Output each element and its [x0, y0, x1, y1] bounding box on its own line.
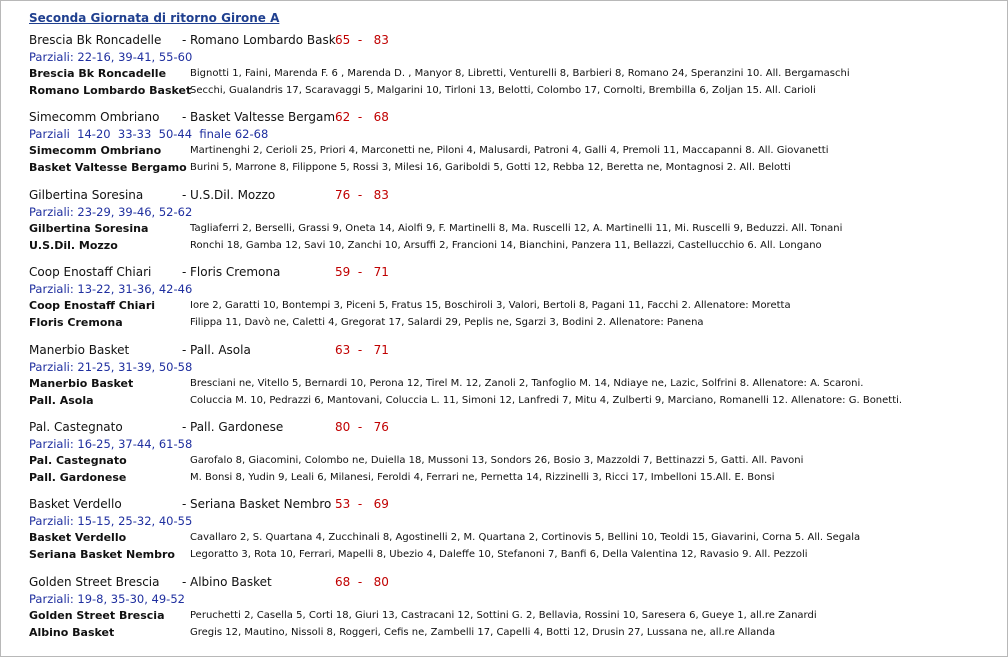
match-separator: -	[182, 497, 187, 511]
away-team: U.S.Dil. Mozzo	[190, 188, 276, 202]
team-players: Cavallaro 2, S. Quartana 4, Zucchinali 8, Agostinelli 2, M. Quartana 2, Cortinovis 5, Bellini 10, Teoldi 15, Giavarini, Corna 5. All. Segala	[190, 532, 861, 543]
home-team: Gilbertina Soresina	[29, 188, 144, 202]
match-separator: -	[182, 33, 187, 47]
team-name: Basket Valtesse Bergamo	[29, 161, 187, 174]
final-score: 59 - 71	[335, 265, 389, 279]
home-team: Manerbio Basket	[29, 343, 130, 357]
away-team: Pall. Gardonese	[190, 420, 284, 434]
partial-scores: Parziali: 22-16, 39-41, 55-60	[29, 50, 193, 64]
away-team: Albino Basket	[190, 575, 272, 589]
team-name: Simecomm Ombriano	[29, 144, 162, 157]
match-separator: -	[182, 420, 187, 434]
home-team: Pal. Castegnato	[29, 420, 123, 434]
match-separator: -	[182, 188, 187, 202]
game-block	[0, 420, 1000, 494]
final-score: 65 - 83	[335, 33, 389, 47]
match-separator: -	[182, 343, 187, 357]
game-block	[0, 575, 1000, 649]
home-team: Brescia Bk Roncadelle	[29, 33, 162, 47]
away-team: Seriana Basket Nembro	[190, 497, 332, 511]
team-players: Bresciani ne, Vitello 5, Bernardi 10, Perona 12, Tirel M. 12, Zanoli 2, Tanfoglio M. 14, Ndiaye ne, Lazic, Solfrini 8. Allenatore: A. Scaroni.	[190, 378, 864, 389]
final-score: 53 - 69	[335, 497, 389, 511]
away-team: Pall. Asola	[190, 343, 251, 357]
away-team: Floris Cremona	[190, 265, 281, 279]
away-team: Basket Valtesse Bergam	[190, 110, 336, 124]
team-players: Filippa 11, Davò ne, Caletti 4, Gregorat 17, Salardi 29, Peplis ne, Sgarzi 3, Bodini 2. Allenatore: Panena	[190, 317, 704, 328]
home-team: Golden Street Brescia	[29, 575, 160, 589]
home-team: Basket Verdello	[29, 497, 122, 511]
partial-scores: Parziali: 21-25, 31-39, 50-58	[29, 360, 193, 374]
team-players: Ronchi 18, Gamba 12, Savi 10, Zanchi 10, Arsuffi 2, Francioni 14, Bianchini, Panzera 11, Bellazzi, Castellucchio 6. All. Longano	[190, 240, 822, 251]
team-players: Martinenghi 2, Cerioli 25, Priori 4, Marconetti ne, Piloni 4, Malusardi, Patroni 4, Galli 4, Premoli 11, Maccapanni 8. All. Giovanetti	[190, 145, 829, 156]
team-players: Secchi, Gualandris 17, Scaravaggi 5, Malgarini 10, Tirloni 13, Belotti, Colombo 17, Cornolti, Brembilla 6, Zoljan 15. All. Carioli	[190, 85, 816, 96]
match-separator: -	[182, 110, 187, 124]
game-block	[0, 188, 1000, 262]
partial-scores: Parziali: 13-22, 31-36, 42-46	[29, 282, 193, 296]
final-score: 68 - 80	[335, 575, 389, 589]
team-name: Pall. Gardonese	[29, 471, 127, 484]
team-players: Bignotti 1, Faini, Marenda F. 6 , Marenda D. , Manyor 8, Libretti, Venturelli 8, Barbieri 8, Romano 24, Speranzini 10. All. Bergamaschi	[190, 68, 850, 79]
partial-scores: Parziali: 23-29, 39-46, 52-62	[29, 205, 193, 219]
team-players: Coluccia M. 10, Pedrazzi 6, Mantovani, Coluccia L. 11, Simoni 12, Lanfredi 7, Mitu 4, Zulberti 9, Marciano, Romanelli 12. Allenatore: G. Bonetti.	[190, 395, 903, 406]
game-block	[0, 33, 1000, 107]
team-name: Pal. Castegnato	[29, 454, 127, 467]
home-team: Simecomm Ombriano	[29, 110, 160, 124]
final-score: 63 - 71	[335, 343, 389, 357]
partial-scores: Parziali: 19-8, 35-30, 49-52	[29, 592, 185, 606]
team-name: Pall. Asola	[29, 394, 94, 407]
team-players: Iore 2, Garatti 10, Bontempi 3, Piceni 5, Fratus 15, Boschiroli 3, Valori, Bertoli 8, Pagani 11, Facchi 2. Allenatore: Moretta	[190, 300, 791, 311]
team-name: Basket Verdello	[29, 531, 127, 544]
game-block	[0, 110, 1000, 184]
team-name: Seriana Basket Nembro	[29, 548, 175, 561]
team-players: Garofalo 8, Giacomini, Colombo ne, Duiella 18, Mussoni 13, Sondors 26, Bosio 3, Mazzoldi 7, Bettinazzi 5, Gatti. All. Pavoni	[190, 455, 804, 466]
team-name: Golden Street Brescia	[29, 609, 165, 622]
match-separator: -	[182, 265, 187, 279]
team-players: Legoratto 3, Rota 10, Ferrari, Mapelli 8, Ubezio 4, Daleffe 10, Stefanoni 7, Banfi 6, Della Valentina 12, Ravasio 9. All. Pezzoli	[190, 549, 808, 560]
game-block	[0, 343, 1000, 417]
team-name: Coop Enostaff Chiari	[29, 299, 156, 312]
partial-scores: Parziali 14-20 33-33 50-44 finale 62-68	[29, 127, 269, 141]
game-block	[0, 265, 1000, 339]
team-players: Burini 5, Marrone 8, Filippone 5, Rossi 3, Milesi 16, Gariboldi 5, Gotti 12, Rebba 12, Beretta ne, Montagnosi 2. All. Belotti	[190, 162, 791, 173]
team-name: Floris Cremona	[29, 316, 123, 329]
home-team: Coop Enostaff Chiari	[29, 265, 152, 279]
partial-scores: Parziali: 16-25, 37-44, 61-58	[29, 437, 193, 451]
away-team: Romano Lombardo Bask	[190, 33, 336, 47]
team-name: Gilbertina Soresina	[29, 222, 149, 235]
final-score: 62 - 68	[335, 110, 389, 124]
team-players: Gregis 12, Mautino, Nissoli 8, Roggeri, Cefis ne, Zambelli 17, Capelli 4, Botti 12, Drusin 27, Lussana ne, all.re Allanda	[190, 627, 776, 638]
page-title[interactable]: Seconda Giornata di ritorno Girone A	[29, 11, 280, 25]
team-name: Manerbio Basket	[29, 377, 134, 390]
match-separator: -	[182, 575, 187, 589]
final-score: 76 - 83	[335, 188, 389, 202]
partial-scores: Parziali: 15-15, 25-32, 40-55	[29, 514, 193, 528]
team-name: Albino Basket	[29, 626, 115, 639]
team-players: Tagliaferri 2, Berselli, Grassi 9, Oneta 14, Aiolfi 9, F. Martinelli 8, Ma. Ruscelli 12, A. Martinelli 11, Mi. Ruscelli 9, Beduzzi. All. Tonani	[190, 223, 843, 234]
team-name: Brescia Bk Roncadelle	[29, 67, 167, 80]
team-players: Peruchetti 2, Casella 5, Corti 18, Giuri 13, Castracani 12, Sottini G. 2, Bellavia, Rossini 10, Saresera 6, Gueye 1, all.re Zanardi	[190, 610, 817, 621]
game-block	[0, 497, 1000, 571]
team-name: Romano Lombardo Basket	[29, 84, 192, 97]
team-players: M. Bonsi 8, Yudin 9, Leali 6, Milanesi, Feroldi 4, Ferrari ne, Pernetta 14, Rizzinelli 3, Ricci 17, Imbelloni 15.All. E. Bonsi	[190, 472, 775, 483]
final-score: 80 - 76	[335, 420, 389, 434]
team-name: U.S.Dil. Mozzo	[29, 239, 118, 252]
